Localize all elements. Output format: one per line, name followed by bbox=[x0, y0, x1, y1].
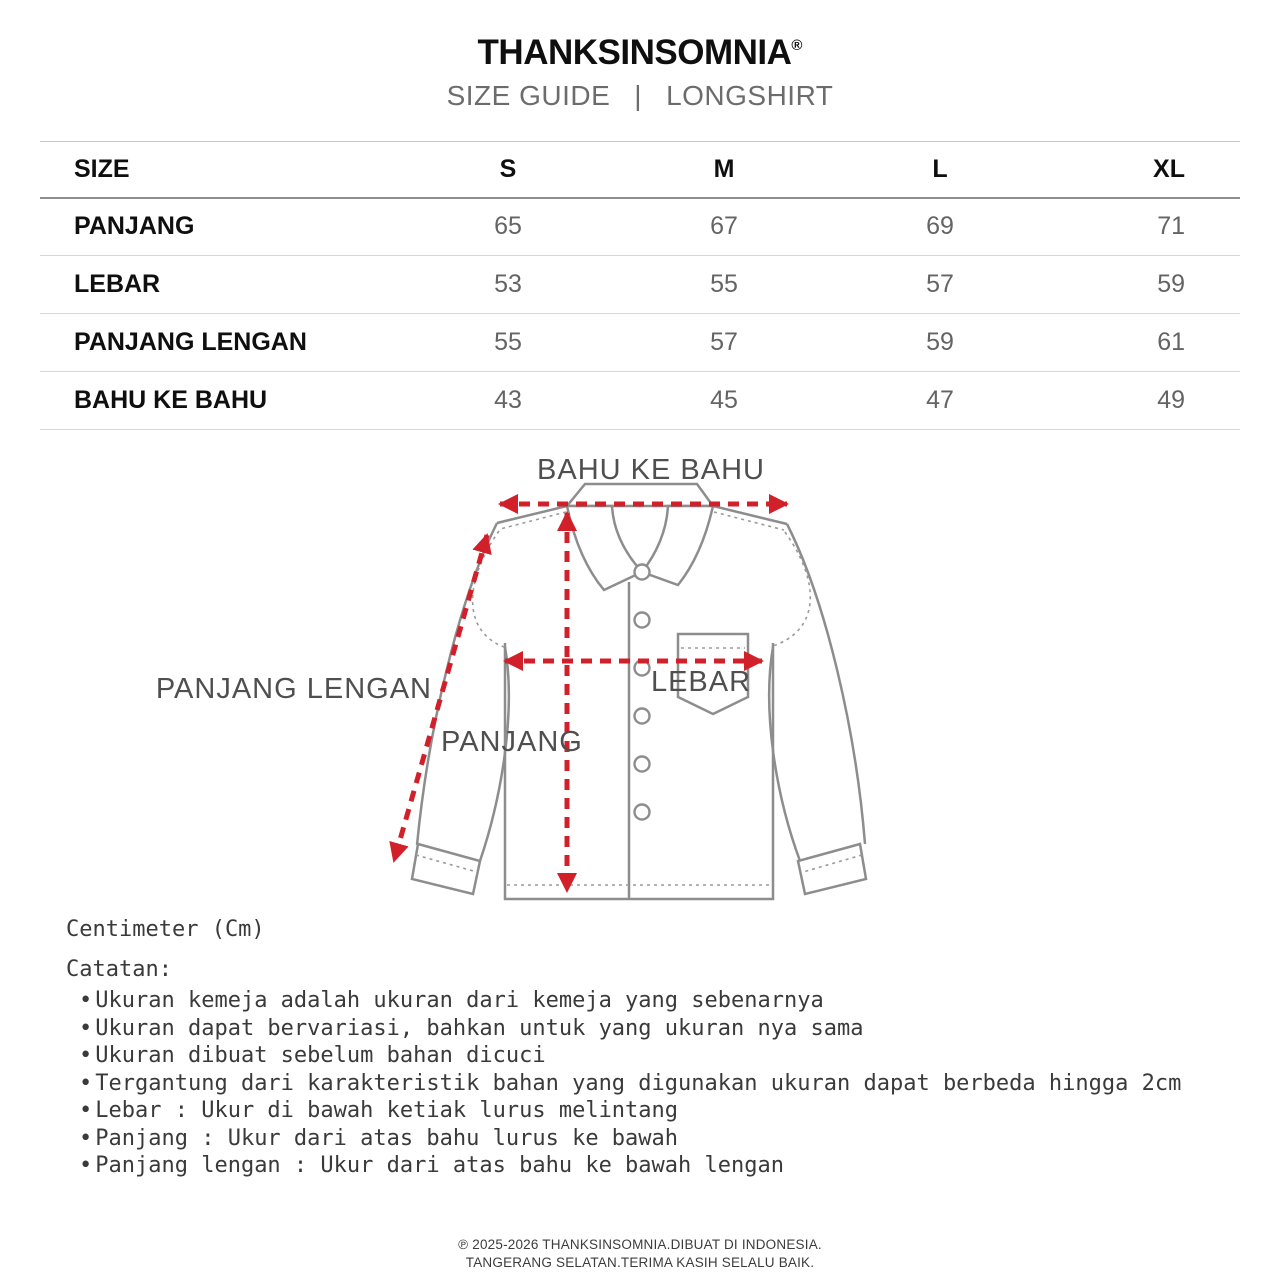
subtitle-separator: | bbox=[634, 80, 643, 111]
subtitle-product: LONGSHIRT bbox=[666, 80, 834, 111]
list-item: • Panjang lengan : Ukur dari atas bahu ke bawah lengan bbox=[66, 1152, 1280, 1180]
subtitle-size-guide: SIZE GUIDE bbox=[446, 80, 611, 111]
shirt-diagram-svg bbox=[0, 451, 1280, 916]
label-panjang-lengan: PANJANG LENGAN bbox=[155, 673, 432, 705]
cell-value: 61 bbox=[1048, 314, 1240, 372]
list-item: • Ukuran kemeja adalah ukuran dari kemeja yang sebenarnya bbox=[66, 987, 1280, 1015]
cell-value: 67 bbox=[616, 198, 832, 256]
cell-value: 57 bbox=[832, 256, 1048, 314]
cell-value: 49 bbox=[1048, 372, 1240, 430]
table-row-lebar bbox=[40, 256, 1240, 314]
column-header-xl: XL bbox=[1048, 142, 1240, 198]
shirt-outline bbox=[412, 484, 866, 899]
column-header-m: M bbox=[616, 142, 832, 198]
notes-section bbox=[66, 916, 1280, 1180]
notes-heading: Catatan: bbox=[66, 957, 172, 982]
cell-value: 59 bbox=[1048, 256, 1240, 314]
row-label: PANJANG bbox=[40, 198, 400, 256]
table-row-bahu-ke-bahu bbox=[40, 372, 1240, 430]
label-bahu-ke-bahu: BAHU KE BAHU bbox=[537, 454, 765, 486]
header bbox=[0, 0, 1280, 113]
brand-title bbox=[0, 26, 1280, 73]
list-item: • Lebar : Ukur di bawah ketiak lurus melintang bbox=[66, 1097, 1280, 1125]
cell-value: 55 bbox=[400, 314, 616, 372]
cell-value: 45 bbox=[616, 372, 832, 430]
label-lebar: LEBAR bbox=[650, 666, 752, 698]
column-header-s: S bbox=[400, 142, 616, 198]
list-item: • Tergantung dari karakteristik bahan yang digunakan ukuran dapat berbeda hingga 2cm bbox=[66, 1070, 1280, 1098]
notes-list bbox=[66, 987, 1280, 1180]
registered-trademark-symbol: ® bbox=[791, 37, 803, 54]
label-panjang: PANJANG bbox=[441, 726, 583, 758]
list-item: • Ukuran dibuat sebelum bahan dicuci bbox=[66, 1042, 1280, 1070]
table-row-panjang bbox=[40, 198, 1240, 256]
size-table-header-row bbox=[40, 142, 1240, 198]
table-row-panjang-lengan bbox=[40, 314, 1240, 372]
shirt-buttons bbox=[635, 565, 650, 820]
column-header-l: L bbox=[832, 142, 1048, 198]
cell-value: 59 bbox=[832, 314, 1048, 372]
row-label: BAHU KE BAHU bbox=[40, 372, 400, 430]
list-item: • Panjang : Ukur dari atas bahu lurus ke bawah bbox=[66, 1125, 1280, 1153]
list-item: • Ukuran dapat bervariasi, bahkan untuk yang ukuran nya sama bbox=[66, 1015, 1280, 1043]
cell-value: 71 bbox=[1048, 198, 1240, 256]
cell-value: 69 bbox=[832, 198, 1048, 256]
brand-name: THANKSINSOMNIA bbox=[477, 33, 792, 72]
row-label: LEBAR bbox=[40, 256, 400, 314]
page-subtitle bbox=[0, 79, 1280, 113]
shirt-measurement-diagram bbox=[0, 451, 1280, 916]
cell-value: 55 bbox=[616, 256, 832, 314]
footer-line-2: TANGERANG SELATAN.TERIMA KASIH SELALU BAIK. bbox=[465, 1255, 815, 1270]
unit-note: Centimeter (Cm) bbox=[66, 917, 265, 942]
footer bbox=[0, 1236, 1280, 1273]
cell-value: 43 bbox=[400, 372, 616, 430]
footer-line-1: ℗ 2025-2026 THANKSINSOMNIA.DIBUAT DI INDONESIA. bbox=[458, 1236, 822, 1252]
column-header-size: SIZE bbox=[40, 142, 400, 198]
cell-value: 57 bbox=[616, 314, 832, 372]
size-table bbox=[40, 141, 1240, 430]
row-label: PANJANG LENGAN bbox=[40, 314, 400, 372]
cell-value: 53 bbox=[400, 256, 616, 314]
cell-value: 47 bbox=[832, 372, 1048, 430]
cell-value: 65 bbox=[400, 198, 616, 256]
